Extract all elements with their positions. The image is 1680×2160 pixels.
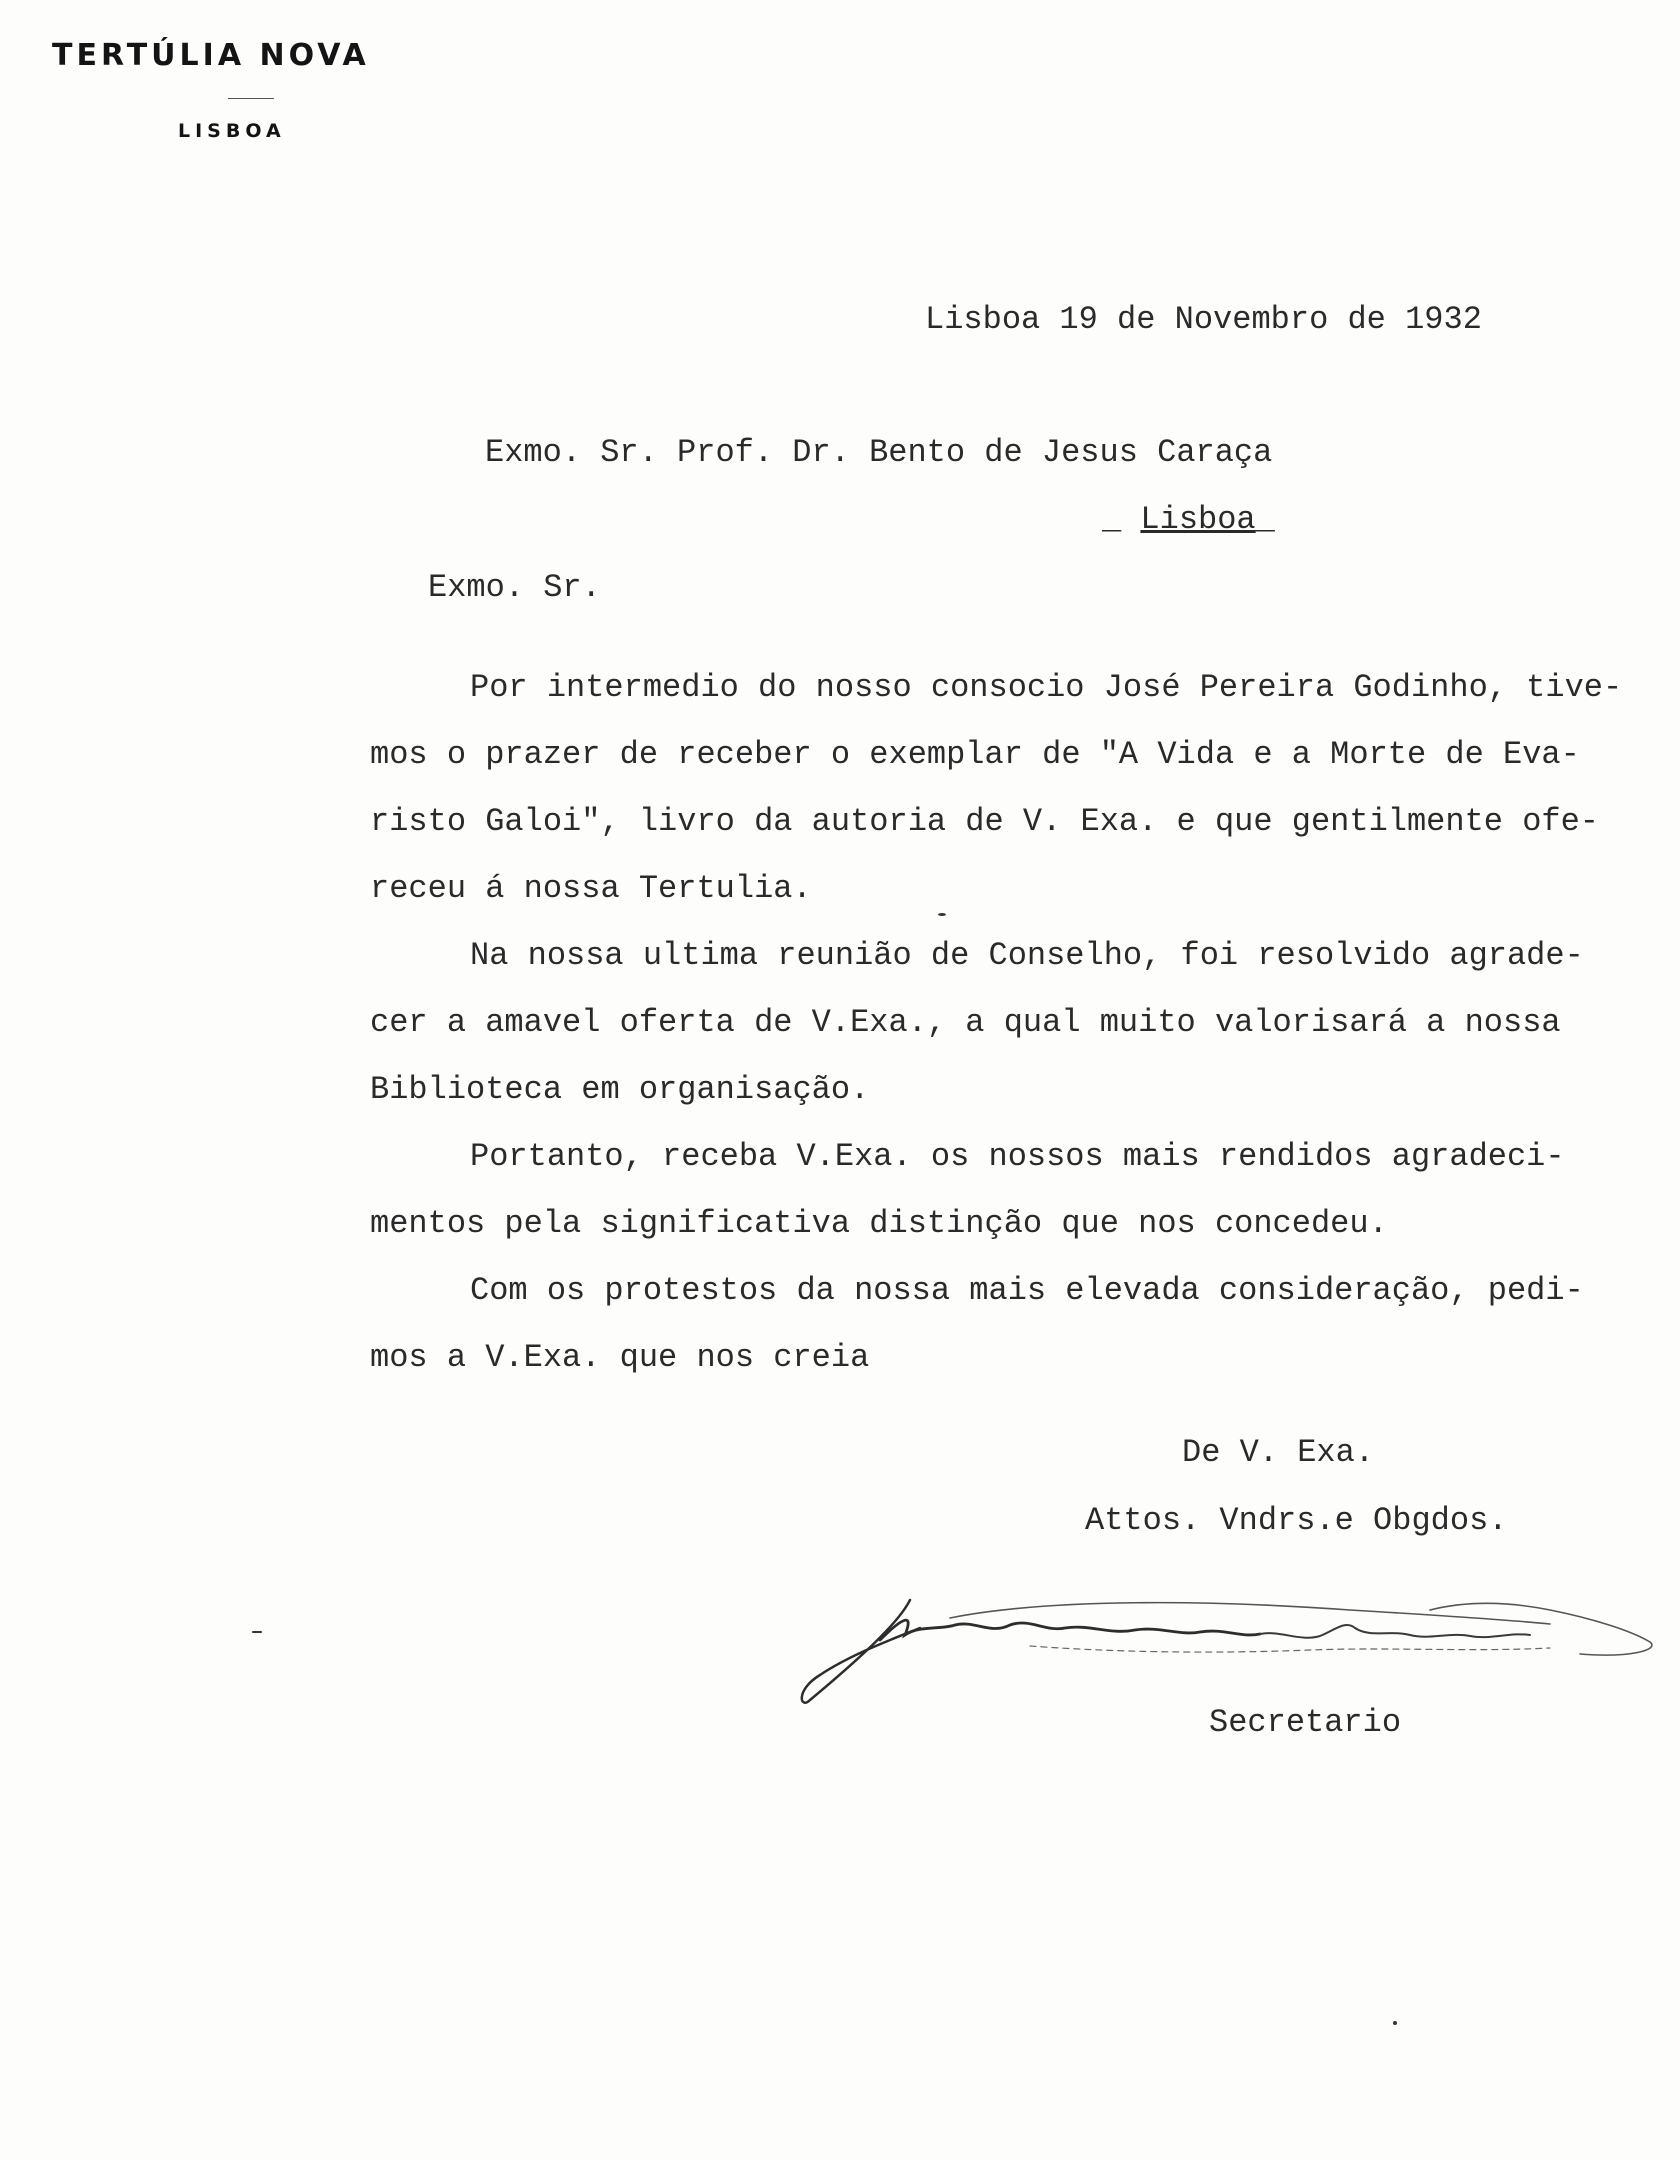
salutation: Exmo. Sr. bbox=[428, 569, 601, 606]
body-line: Com os protestos da nossa mais elevada consideração, pedi- bbox=[470, 1272, 1584, 1309]
body-line: Biblioteca em organisação. bbox=[370, 1071, 870, 1108]
body-line: mentos pela significativa distinção que nos concedeu. bbox=[370, 1205, 1388, 1242]
body-line: mos a V.Exa. que nos creia bbox=[370, 1339, 870, 1376]
letterhead-divider bbox=[228, 98, 274, 99]
letter-body bbox=[370, 654, 1650, 1391]
body-line: receu á nossa Tertulia. bbox=[370, 870, 812, 907]
signer-title: Secretario bbox=[1209, 1704, 1402, 1741]
addressee-name: Exmo. Sr. Prof. Dr. Bento de Jesus Caraça bbox=[485, 434, 1273, 471]
addressee-city: _ Lisboa_ bbox=[1102, 487, 1275, 553]
body-line: mos o prazer de receber o exemplar de "A Vida e a Morte de Eva- bbox=[370, 736, 1580, 773]
addressee-city-text: Lisboa bbox=[1140, 501, 1256, 538]
paper-speck bbox=[252, 1631, 262, 1633]
letterhead-city: LISBOA bbox=[178, 120, 286, 142]
paper-speck bbox=[1393, 2021, 1397, 2025]
body-line: risto Galoi", livro da autoria de V. Exa. e que gentilmente ofe- bbox=[370, 803, 1599, 840]
closing-line-2: Attos. Vndrs.e Obgdos. bbox=[1085, 1502, 1508, 1539]
body-line: Portanto, receba V.Exa. os nossos mais rendidos agradeci- bbox=[470, 1138, 1565, 1175]
paper-speck bbox=[938, 913, 946, 916]
date-line: Lisboa 19 de Novembro de 1932 bbox=[925, 301, 1482, 338]
body-line: Por intermedio do nosso consocio José Pereira Godinho, tive- bbox=[470, 669, 1623, 706]
letterhead-name: TERTÚLIA NOVA bbox=[52, 38, 370, 73]
body-line: Na nossa ultima reunião de Conselho, foi resolvido agrade- bbox=[470, 937, 1584, 974]
closing-line-1: De V. Exa. bbox=[1182, 1434, 1375, 1471]
body-line: cer a amavel oferta de V.Exa., a qual muito valorisará a nossa bbox=[370, 1004, 1561, 1041]
